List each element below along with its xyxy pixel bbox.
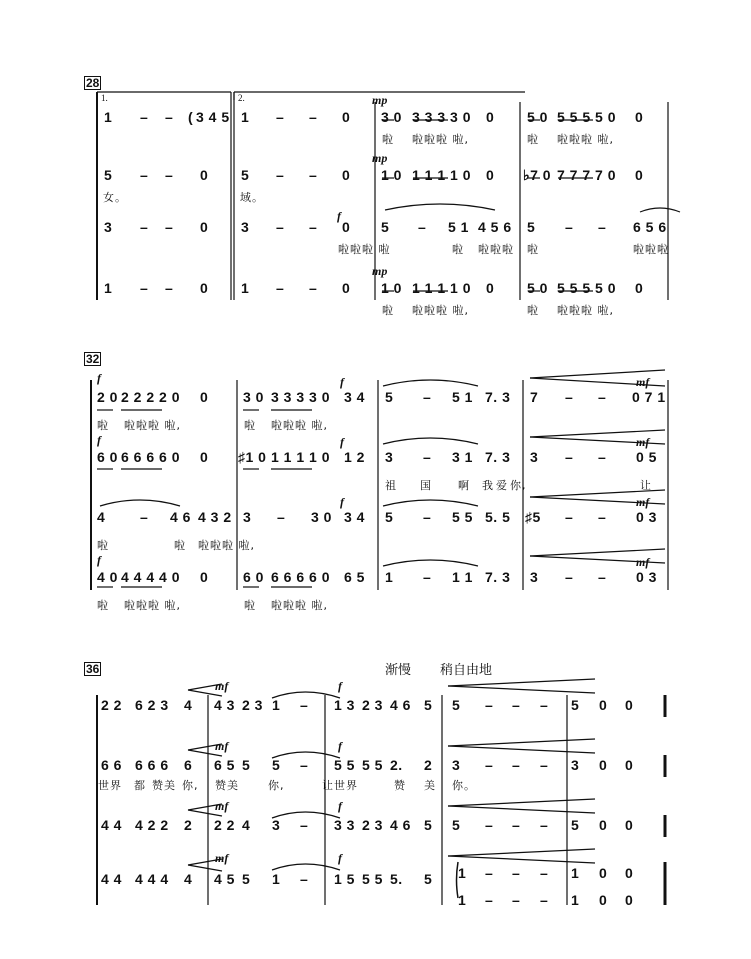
dash: – [598, 509, 607, 525]
note: 0 [200, 389, 209, 405]
note: 0 [625, 817, 634, 833]
note: 0 [200, 449, 209, 465]
dynamic-mark: mp [372, 93, 388, 107]
note-group: 5 0 [527, 109, 548, 125]
paren: ( [188, 109, 194, 125]
note-group: 0 5 [636, 449, 657, 465]
note: 0 [599, 697, 608, 713]
note-group: 6 6 6 6 0 [121, 449, 180, 465]
note-group: 3 1 [452, 449, 473, 465]
lyric: 让 [640, 479, 652, 492]
lyric: 啦 [527, 304, 539, 317]
dynamic-mark: f [340, 495, 344, 509]
note: 0 [200, 167, 209, 183]
volta-2: 2. [238, 93, 245, 103]
lyric: 啦啦啦 啦, [412, 133, 469, 146]
lyric: 啦啦啦 啦, [412, 304, 469, 317]
note-group: 5 5 [334, 757, 355, 773]
note: 0 [599, 817, 608, 833]
note-group: 3 4 [344, 509, 365, 525]
dash: – [300, 757, 309, 773]
note: 5 [452, 817, 461, 833]
note-group: 7. 3 [485, 569, 511, 585]
lyric: 啦啦啦 啦, [124, 419, 181, 432]
note: 5 [385, 509, 394, 525]
note-group: 3 4 5 [196, 109, 230, 125]
note: 5 [241, 167, 250, 183]
lyric: 啦 [382, 304, 394, 317]
note: 0 [599, 757, 608, 773]
note: 1 [272, 871, 281, 887]
note: 4 [184, 871, 193, 887]
dynamic-mark: mf [215, 679, 229, 693]
note: 1 [241, 280, 250, 296]
note-group: 4 5 6 [478, 219, 512, 235]
note-group: 2 2 2 2 0 [121, 389, 180, 405]
dynamic-mark: f [338, 679, 342, 693]
measure-number: 32 [86, 352, 100, 366]
note-group: 1 1 1 1 0 [412, 167, 471, 183]
note: 5 [424, 871, 433, 887]
note: 0 [200, 569, 209, 585]
lyric: 啦 [97, 599, 109, 612]
dash: – [540, 817, 549, 833]
note: 5 [104, 167, 113, 183]
dynamic-mark: mp [372, 264, 388, 278]
note: 7 [530, 389, 539, 405]
note-group: 4 6 [390, 697, 411, 713]
note-group: 5 1 [452, 389, 473, 405]
dynamic-mark: mf [636, 375, 650, 389]
note: 5 [424, 817, 433, 833]
note: 1 [571, 865, 580, 881]
lyric: 啦啦啦 啦, [198, 539, 255, 552]
note-group: 4 6 [170, 509, 191, 525]
note-group: 4 4 [101, 817, 122, 833]
lyric: 啦 [527, 243, 539, 256]
dash: – [165, 167, 174, 183]
lyric: 啦 [97, 539, 109, 552]
dash: – [276, 280, 285, 296]
note-group: 4 4 4 4 0 [121, 569, 180, 585]
note: 5 [527, 219, 536, 235]
note: 4 [184, 697, 193, 713]
dash: – [276, 109, 285, 125]
note-group: 7 7 7 7 0 [557, 167, 616, 183]
dash: – [140, 280, 149, 296]
dash: – [418, 219, 427, 235]
note-group: 5 5 [452, 509, 473, 525]
note-group: 6 0 [97, 449, 118, 465]
dash: – [598, 449, 607, 465]
dash: – [485, 865, 494, 881]
note-group: 3 3 [334, 817, 355, 833]
lyric: 我 [482, 479, 494, 492]
dash: – [565, 509, 574, 525]
note: 0 [599, 892, 608, 908]
lyric: 你, [182, 779, 199, 792]
note: 3 [530, 449, 539, 465]
note: 1 [385, 569, 394, 585]
dynamic-mark: f [97, 553, 101, 567]
lyric: 啦 [382, 133, 394, 146]
note: 5 [242, 757, 251, 773]
dynamic-mark: f [338, 739, 342, 753]
dash: – [512, 892, 521, 908]
note: 0 [342, 280, 351, 296]
lyric: 赞 [394, 779, 406, 792]
note-group: 1 1 1 1 0 [271, 449, 330, 465]
lyric: 啦啦啦 啦, [124, 599, 181, 612]
note-group: 1 1 1 1 0 [412, 280, 471, 296]
note: 2 [424, 757, 433, 773]
volta-1: 1. [101, 93, 108, 103]
dynamic-mark: f [338, 851, 342, 865]
note-group: 4 3 [214, 697, 235, 713]
note-group: ♭7 0 [523, 167, 552, 183]
note-group: 5 5 5 5 0 [557, 280, 616, 296]
note-group: 4 5 [214, 871, 235, 887]
note-group: 3 0 [311, 509, 332, 525]
dash: – [140, 109, 149, 125]
note: 5 [571, 697, 580, 713]
note-group: 3 0 [243, 389, 264, 405]
lyric: 赞美 [152, 779, 176, 792]
dash: – [485, 697, 494, 713]
dash: – [423, 449, 432, 465]
note-group: 2 0 [97, 389, 118, 405]
note-group: 6 0 [243, 569, 264, 585]
dash: – [540, 892, 549, 908]
note-group: 2 3 [362, 817, 383, 833]
dash: – [423, 569, 432, 585]
note: 5. [390, 871, 403, 887]
note: 0 [342, 219, 351, 235]
note: 0 [200, 280, 209, 296]
note-group: 6 5 [214, 757, 235, 773]
note-group: 4 2 2 [135, 817, 169, 833]
note-group: 1 1 [452, 569, 473, 585]
lyric: 啦啦啦 [633, 243, 669, 256]
lyric: 啦啦啦 啦 [338, 243, 391, 256]
tempo-mark: 渐慢 [385, 663, 412, 678]
dash: – [512, 817, 521, 833]
note: ♯5 [525, 509, 541, 525]
note: 5 [571, 817, 580, 833]
dynamic-mark: mf [636, 555, 650, 569]
note-group: 6 2 3 [135, 697, 169, 713]
note-group: 5. 5 [485, 509, 511, 525]
dash: – [423, 509, 432, 525]
dash: – [512, 757, 521, 773]
dash: – [140, 167, 149, 183]
note: 0 [635, 280, 644, 296]
note-group: 4 4 [101, 871, 122, 887]
note-group: 6 5 6 [633, 219, 667, 235]
note-group: 4 6 [390, 817, 411, 833]
dynamic-mark: mf [636, 495, 650, 509]
note-group: 0 3 [636, 509, 657, 525]
lyric: 啦啦啦 啦, [271, 419, 328, 432]
note: 5 [272, 757, 281, 773]
note: 5 [452, 697, 461, 713]
dash: – [300, 817, 309, 833]
note: 0 [486, 109, 495, 125]
dash: – [512, 865, 521, 881]
note-group: 2 3 [242, 697, 263, 713]
note: 0 [625, 892, 634, 908]
dash: – [309, 109, 318, 125]
note: 0 [342, 167, 351, 183]
dynamic-mark: mf [215, 739, 229, 753]
lyric: 世界 [98, 779, 122, 792]
dash: – [165, 280, 174, 296]
note-group: 1 2 [344, 449, 365, 465]
lyric: 爱 [496, 479, 508, 492]
note-group: 3 3 3 3 0 [412, 109, 471, 125]
dash: – [276, 219, 285, 235]
note-group: 7. 3 [485, 389, 511, 405]
note: 0 [635, 167, 644, 183]
note-group: 4 0 [97, 569, 118, 585]
lyric: 啦啦啦 啦, [271, 599, 328, 612]
lyric: 啦啦啦 啦, [557, 133, 614, 146]
note-group: 2 3 [362, 697, 383, 713]
note: 0 [599, 865, 608, 881]
note: 0 [635, 109, 644, 125]
dash: – [300, 697, 309, 713]
note: 6 [184, 757, 193, 773]
note: 3 [385, 449, 394, 465]
dash: – [300, 871, 309, 887]
dash: – [140, 219, 149, 235]
lyric: 女。 [103, 191, 127, 204]
dash: – [540, 697, 549, 713]
note-group: 6 5 [344, 569, 365, 585]
lyric: 域。 [240, 191, 264, 204]
lyric: 都 [134, 779, 146, 792]
dynamic-mark: mf [215, 799, 229, 813]
dash: – [309, 167, 318, 183]
note-group: 0 3 [636, 569, 657, 585]
dynamic-mark: f [338, 799, 342, 813]
note: 4 [242, 817, 251, 833]
note: 3 [241, 219, 250, 235]
note: 1 [458, 865, 467, 881]
lyric: 赞美 [215, 779, 239, 792]
note-group: 1 5 [334, 871, 355, 887]
note: 0 [342, 109, 351, 125]
note: 1 [104, 109, 113, 125]
lyric: 国 [420, 479, 432, 492]
note-group: 4 3 2 [198, 509, 232, 525]
dash: – [423, 389, 432, 405]
note-group: 3 3 3 3 0 [271, 389, 330, 405]
dash: – [598, 569, 607, 585]
note: 0 [625, 697, 634, 713]
dynamic-mark: mp [372, 151, 388, 165]
note: 0 [200, 219, 209, 235]
tempo-mark: 稍自由地 [440, 663, 493, 678]
note: 1 [272, 697, 281, 713]
note: 5 [242, 871, 251, 887]
dash: – [485, 757, 494, 773]
dash: – [598, 219, 607, 235]
note: 1 [241, 109, 250, 125]
lyric: 让世界 [322, 779, 358, 792]
dash: – [565, 569, 574, 585]
note-group: 2 2 [214, 817, 235, 833]
dash: – [277, 509, 286, 525]
dash: – [565, 219, 574, 235]
lyric: 啦 [244, 599, 256, 612]
dash: – [565, 389, 574, 405]
note: 3 [243, 509, 252, 525]
note: 0 [486, 280, 495, 296]
dash: – [540, 865, 549, 881]
note: 5 [424, 697, 433, 713]
lyric: 你, [510, 479, 527, 492]
note-group: 5 1 [448, 219, 469, 235]
lyric: 啦 [452, 243, 464, 256]
dash: – [140, 509, 149, 525]
dash: – [485, 892, 494, 908]
dynamic-mark: f [340, 375, 344, 389]
dash: – [309, 280, 318, 296]
note-group: 5 5 5 5 0 [557, 109, 616, 125]
note-group: 2 2 [101, 697, 122, 713]
note: 2. [390, 757, 403, 773]
lyric: 啦啦啦 啦, [557, 304, 614, 317]
dash: – [165, 219, 174, 235]
note: 2 [184, 817, 193, 833]
note: 1 [104, 280, 113, 296]
note-group: 0 7 1 [632, 389, 666, 405]
dash: – [165, 109, 174, 125]
note-group: 1 0 [381, 280, 402, 296]
note-group: 6 6 6 6 0 [271, 569, 330, 585]
dynamic-mark: f [97, 433, 101, 447]
note: 5 [381, 219, 390, 235]
note: 0 [486, 167, 495, 183]
lyric: 啦啦啦 [478, 243, 514, 256]
note: 3 [272, 817, 281, 833]
note: 1 [458, 892, 467, 908]
note-group: 3 4 [344, 389, 365, 405]
dash: – [309, 219, 318, 235]
note-group: 6 6 [101, 757, 122, 773]
note-group: 1 0 [381, 167, 402, 183]
note: 4 [97, 509, 106, 525]
note: 0 [625, 865, 634, 881]
dynamic-mark: f [337, 209, 341, 223]
dynamic-mark: f [97, 371, 101, 385]
lyric: 啊 [458, 479, 470, 492]
dynamic-mark: mf [215, 851, 229, 865]
measure-number: 36 [86, 662, 100, 676]
note: 3 [452, 757, 461, 773]
note-group: 5 5 [362, 871, 383, 887]
lyric: 祖 [385, 479, 397, 492]
dash: – [598, 389, 607, 405]
note: 5 [385, 389, 394, 405]
note-group: 6 6 6 [135, 757, 169, 773]
note-group: 5 5 [362, 757, 383, 773]
note-group: 7. 3 [485, 449, 511, 465]
note: 3 [104, 219, 113, 235]
note: 3 [571, 757, 580, 773]
note-group: 1 3 [334, 697, 355, 713]
lyric: 你, [268, 779, 285, 792]
note-group: 4 4 4 [135, 871, 169, 887]
dynamic-mark: mf [636, 435, 650, 449]
dynamic-mark: f [340, 435, 344, 449]
lyric: 美 [424, 779, 436, 792]
note-group: 3 0 [381, 109, 402, 125]
lyric: 啦 [244, 419, 256, 432]
dash: – [276, 167, 285, 183]
dash: – [540, 757, 549, 773]
dash: – [565, 449, 574, 465]
lyric: 你。 [452, 779, 476, 792]
note: 0 [625, 757, 634, 773]
note-group: 5 0 [527, 280, 548, 296]
measure-number: 28 [86, 76, 100, 90]
note: 1 [571, 892, 580, 908]
lyric: 啦 [174, 539, 186, 552]
note: 3 [530, 569, 539, 585]
lyric: 啦 [527, 133, 539, 146]
dash: – [512, 697, 521, 713]
lyric: 啦 [97, 419, 109, 432]
dash: – [485, 817, 494, 833]
note-group: ♯1 0 [238, 449, 267, 465]
